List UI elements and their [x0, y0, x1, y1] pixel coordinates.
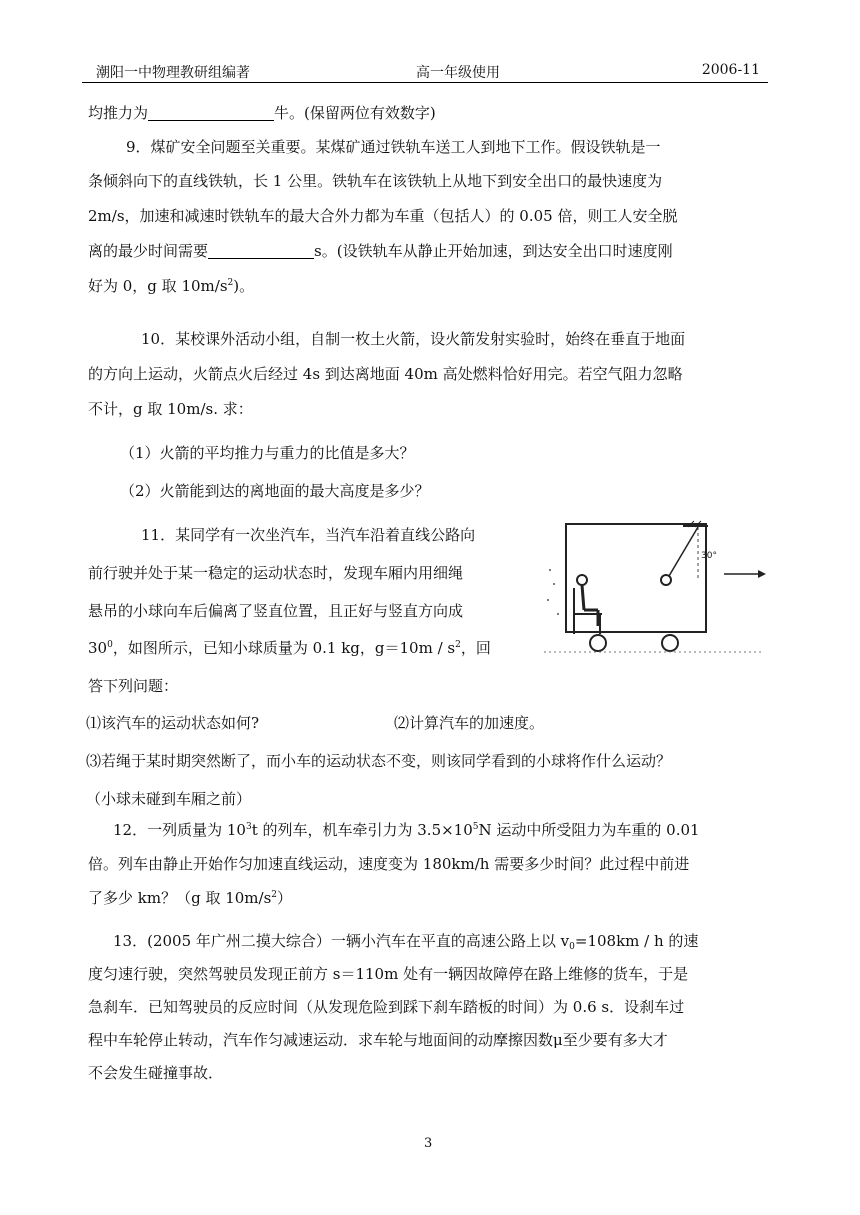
- q8-tail-line: 均推力为 牛。(保留两位有效数字): [88, 104, 436, 122]
- q9-line-2: 条倾斜向下的直线铁轨，长 1 公里。铁轨车在该铁轨上从地下到安全出口的最快速度为: [88, 172, 663, 190]
- q11-line-1: 11．某同学有一次坐汽车，当汽车沿着直线公路向: [141, 526, 476, 544]
- q9-line-4: 离的最少时间需要 s。(设铁轨车从静止开始加速，到达安全出口时速度刚: [88, 242, 673, 260]
- q9-line-1: 9．煤矿安全问题至关重要。某煤矿通过铁轨车送工人到地下工作。假设铁轨是一: [126, 138, 661, 156]
- q13-line-4: 程中车轮停止转动，汽车作匀减速运动．求车轮与地面间的动摩擦因数μ至少要有多大才: [88, 1031, 668, 1049]
- q12-line-1: 12．一列质量为 $10^3t$ 的列车，机车牵引力为 $3.5\times 10^5N$ 运动中所受阻力为车重的 0.01: [113, 821, 700, 839]
- header-grade: 高一年级使用: [416, 65, 500, 81]
- q13-line-5: 不会发生碰撞事故．: [88, 1064, 224, 1082]
- q13-line-3: 急刹车．已知驾驶员的反应时间（从发现危险到踩下刹车踏板的时间）为 0.6 s．设刹车过: [88, 998, 685, 1016]
- q11-line-3: 悬吊的小球向车后偏离了竖直位置，且正好与竖直方向成: [88, 602, 464, 620]
- q11-line-4: $30^0$，如图所示，已知小球质量为 0.1 kg，$g=10m / s^2$，回: [88, 639, 491, 657]
- q10-part-2: （2）火箭能到达的离地面的最大高度是多少？: [120, 482, 430, 500]
- q9-line-3: 2m/s，加速和减速时铁轨车的最大合外力都为车重（包括人）的 0.05 倍，则工人安全脱: [88, 207, 678, 225]
- q12-line-2: 倍。列车由静止开始作匀加速直线运动，速度变为 180km/h 需要多少时间？此过程中前进: [88, 855, 690, 873]
- q12-line-3: 了多少 km？（g 取 $10m/s^2$）: [88, 889, 293, 907]
- header-author: 潮阳一中物理教研组编著: [96, 65, 250, 81]
- angle-label: 30°: [701, 551, 717, 561]
- q10-part-1: （1）火箭的平均推力与重力的比值是多大？: [120, 444, 415, 462]
- answer-blank: [148, 106, 274, 121]
- q10-line-3: 不计，g 取 10m/s. 求：: [88, 400, 253, 418]
- q10-line-1: 10．某校课外活动小组，自制一枚土火箭，设火箭发射实验时，始终在垂直于地面: [141, 330, 686, 348]
- car-pendulum-figure: [538, 518, 770, 658]
- q11-line-2: 前行驶并处于某一稳定的运动状态时，发现车厢内用细绳: [88, 564, 464, 582]
- q11-part-1: ⑴该汽车的运动状态如何?: [86, 714, 260, 732]
- q11-part-3: ⑶若绳于某时期突然断了，而小车的运动状态不变，则该同学看到的小球将作什么运动？: [86, 752, 672, 770]
- car-pendulum-diagram: [538, 518, 770, 658]
- answer-blank: [208, 244, 314, 259]
- q13-line-1: 13．(2005 年广州二摸大综合）一辆小汽车在平直的高速公路上以 $v_0=108km / h$ 的速: [113, 932, 699, 952]
- q11-part-2: ⑵计算汽车的加速度。: [394, 714, 545, 732]
- q10-line-2: 的方向上运动，火箭点火后经过 4s 到达离地面 40m 高处燃料恰好用完。若空气阻力忽略: [88, 365, 683, 383]
- q11-line-5: 答下列问题：: [88, 677, 179, 695]
- page-number: 3: [424, 1136, 433, 1151]
- q9-line-5: 好为 0，g 取 $10m/s^2$)。: [88, 277, 255, 295]
- page-header: [82, 56, 768, 83]
- header-date: 2006-11: [701, 62, 760, 78]
- q11-part-4: （小球未碰到车厢之前）: [86, 790, 252, 808]
- q13-line-2: 度匀速行驶，突然驾驶员发现正前方 s＝110m 处有一辆因故障停在路上维修的货车，于是: [88, 965, 689, 983]
